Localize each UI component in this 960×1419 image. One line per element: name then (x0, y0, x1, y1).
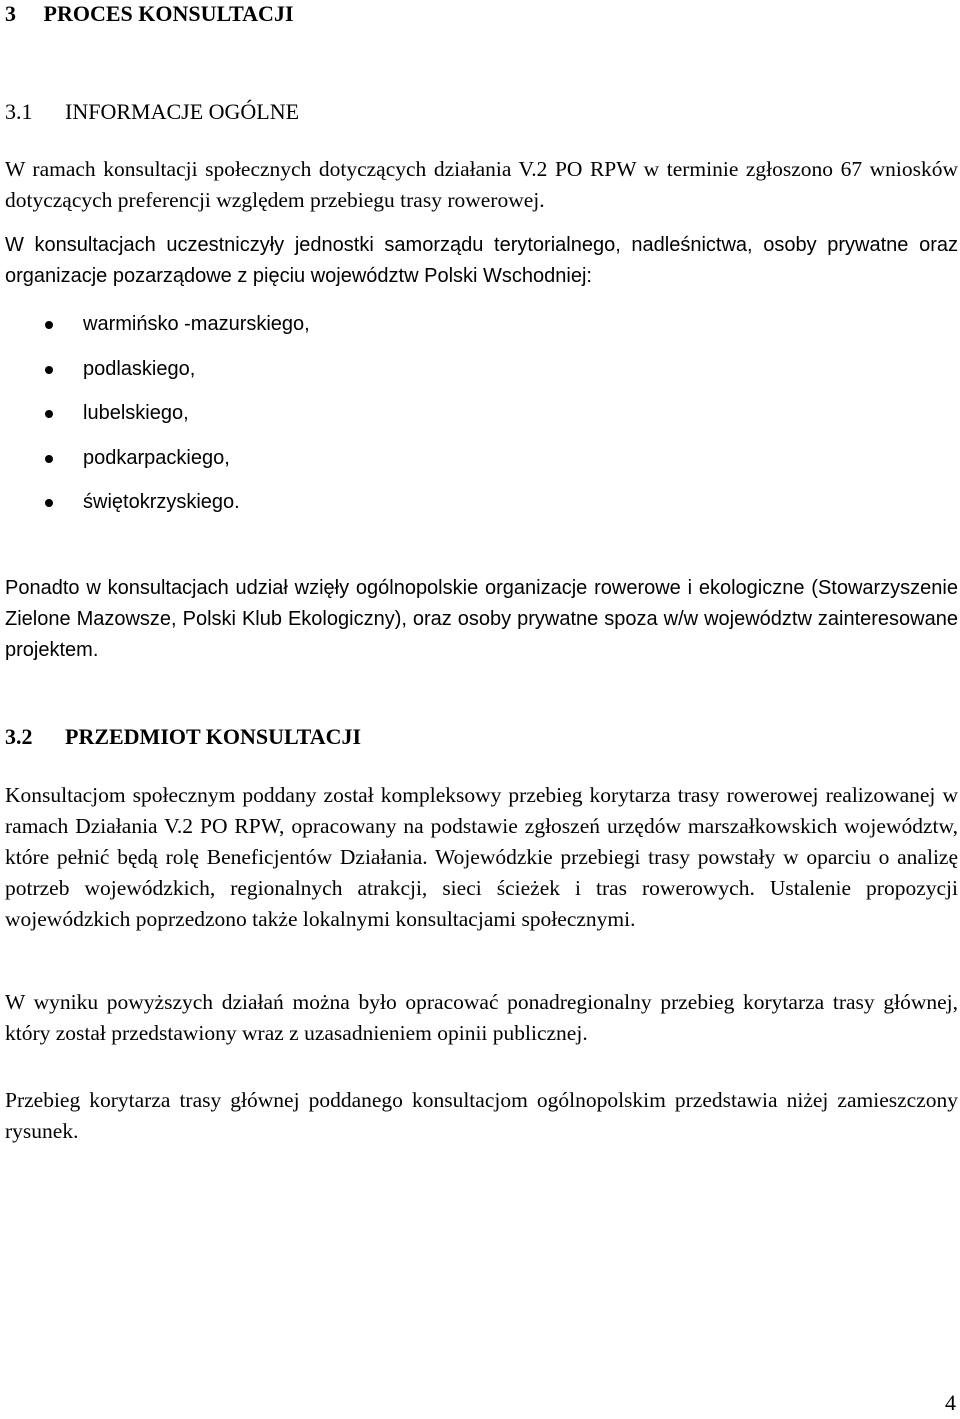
paragraph-consultation-requests: W ramach konsultacji społecznych dotyczących działania V.2 PO RPW w terminie zgłoszono 67 wniosków dotyczących preferencji względem przebiegu trasy rowerowej. (5, 157, 958, 212)
list-item: świętokrzyskiego. (5, 487, 310, 532)
paragraph-figure-reference: Przebieg korytarza trasy głównej poddanego konsultacjom ogólnopolskim przedstawia niżej zamieszczony rysunek. (5, 1088, 958, 1143)
paragraph-result: W wyniku powyższych działań można było opracować ponadregionalny przebieg korytarza trasy głównej, który został przedstawiony wraz z uzasadnieniem opinii publicznej. (5, 990, 958, 1045)
subsection-title: INFORMACJE OGÓLNE (65, 99, 300, 124)
list-item: lubelskiego, (5, 398, 310, 443)
voivodeship-list (5, 309, 310, 532)
section-heading (5, 0, 294, 28)
list-item: podlaskiego, (5, 354, 310, 399)
subsection-number: 3.1 (5, 99, 33, 124)
bullet-icon (45, 366, 53, 374)
list-item: podkarpackiego, (5, 443, 310, 488)
bullet-icon (45, 499, 53, 507)
subsection-heading-general (5, 98, 299, 126)
bullet-icon (45, 410, 53, 418)
subsection-title: PRZEDMIOT KONSULTACJI (65, 724, 362, 749)
page-number: 4 (945, 1390, 956, 1415)
paragraph-participants: W konsultacjach uczestniczyły jednostki samorządu terytorialnego, nadleśnictwa, osoby prywatne oraz organizacje pozarządowe z pięciu województw Polski Wschodniej: (5, 234, 958, 287)
list-item: warmińsko -mazurskiego, (5, 309, 310, 354)
paragraph-national-organizations: Ponadto w konsultacjach udział wzięły ogólnopolskie organizacje rowerowe i ekologiczne (Stowarzyszenie Zielone Mazowsze, Polski Klub Ekologiczny), oraz osoby prywatne spoza w/w województw zainteresowane projektem. (5, 577, 958, 661)
subsection-number: 3.2 (5, 724, 33, 749)
bullet-icon (45, 455, 53, 463)
paragraph-consultation-subject: Konsultacjom społecznym poddany został kompleksowy przebieg korytarza trasy rowerowej realizowanej w ramach Działania V.2 PO RPW, opracowany na podstawie zgłoszeń urzędów marszałkowskich województw, które pełnić będą rolę Beneficjentów Działania. Wojewódzkie przebiegi trasy powstały w oparciu o analizę potrzeb wojewódzkich, regionalnych atrakcji, sieci ścieżek i tras rowerowych. Ustalenie propozycji wojewódzkich poprzedzono także lokalnymi konsultacjami społecznymi. (5, 783, 958, 931)
section-number: 3 (5, 1, 16, 26)
section-title: PROCES KONSULTACJI (43, 1, 294, 26)
bullet-icon (45, 321, 53, 329)
subsection-heading-subject (5, 723, 361, 751)
